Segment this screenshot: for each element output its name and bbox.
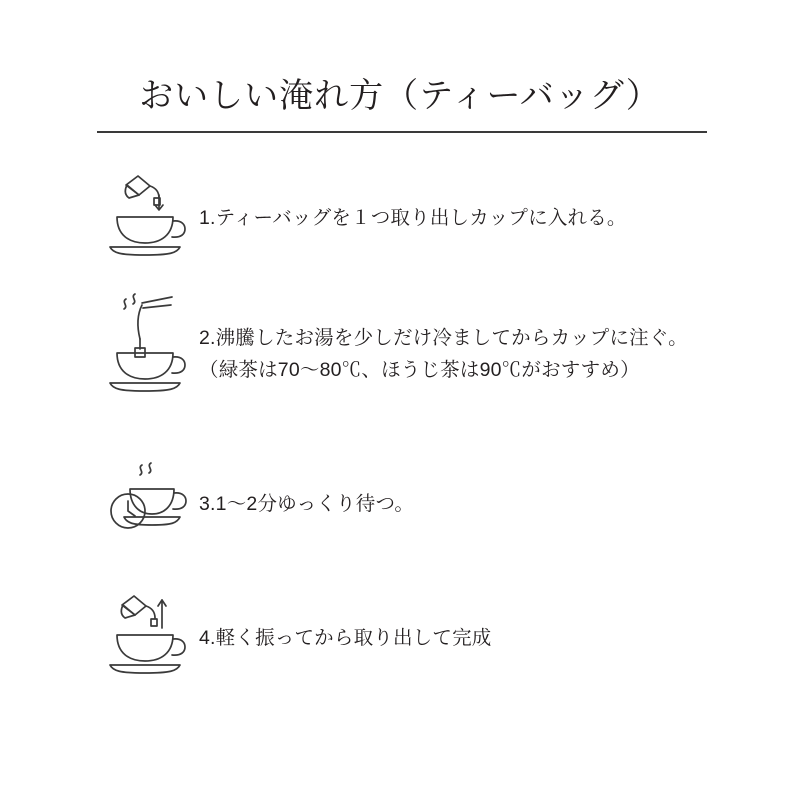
list-item xyxy=(0,573,800,703)
page-title: おいしい淹れ方（ティーバッグ） xyxy=(139,77,661,115)
pouring-hot-water-icon xyxy=(97,281,193,401)
step-line-1: 3.1〜2分ゆっくり待つ。 xyxy=(199,493,415,515)
step-text xyxy=(193,281,800,386)
steps-list xyxy=(0,155,800,703)
list-item xyxy=(0,155,800,281)
step-line-1: 4.軽く振ってから取り出して完成 xyxy=(199,627,492,649)
teabag-into-cup-icon xyxy=(97,155,193,261)
list-item xyxy=(0,441,800,573)
step-text xyxy=(193,573,800,655)
step-line-1: 2.沸騰したお湯を少しだけ冷ましてからカップに注ぐ。 xyxy=(199,327,688,349)
list-item xyxy=(0,281,800,441)
remove-teabag-icon xyxy=(97,573,193,679)
title-divider xyxy=(97,131,707,133)
step-text xyxy=(193,155,800,235)
timer-cup-icon xyxy=(97,441,193,549)
step-text xyxy=(193,441,800,521)
step-line-2: （緑茶は70〜80℃、ほうじ茶は90℃がおすすめ） xyxy=(199,358,640,381)
step-line-1: 1.ティーバッグを１つ取り出しカップに入れる。 xyxy=(199,207,627,229)
